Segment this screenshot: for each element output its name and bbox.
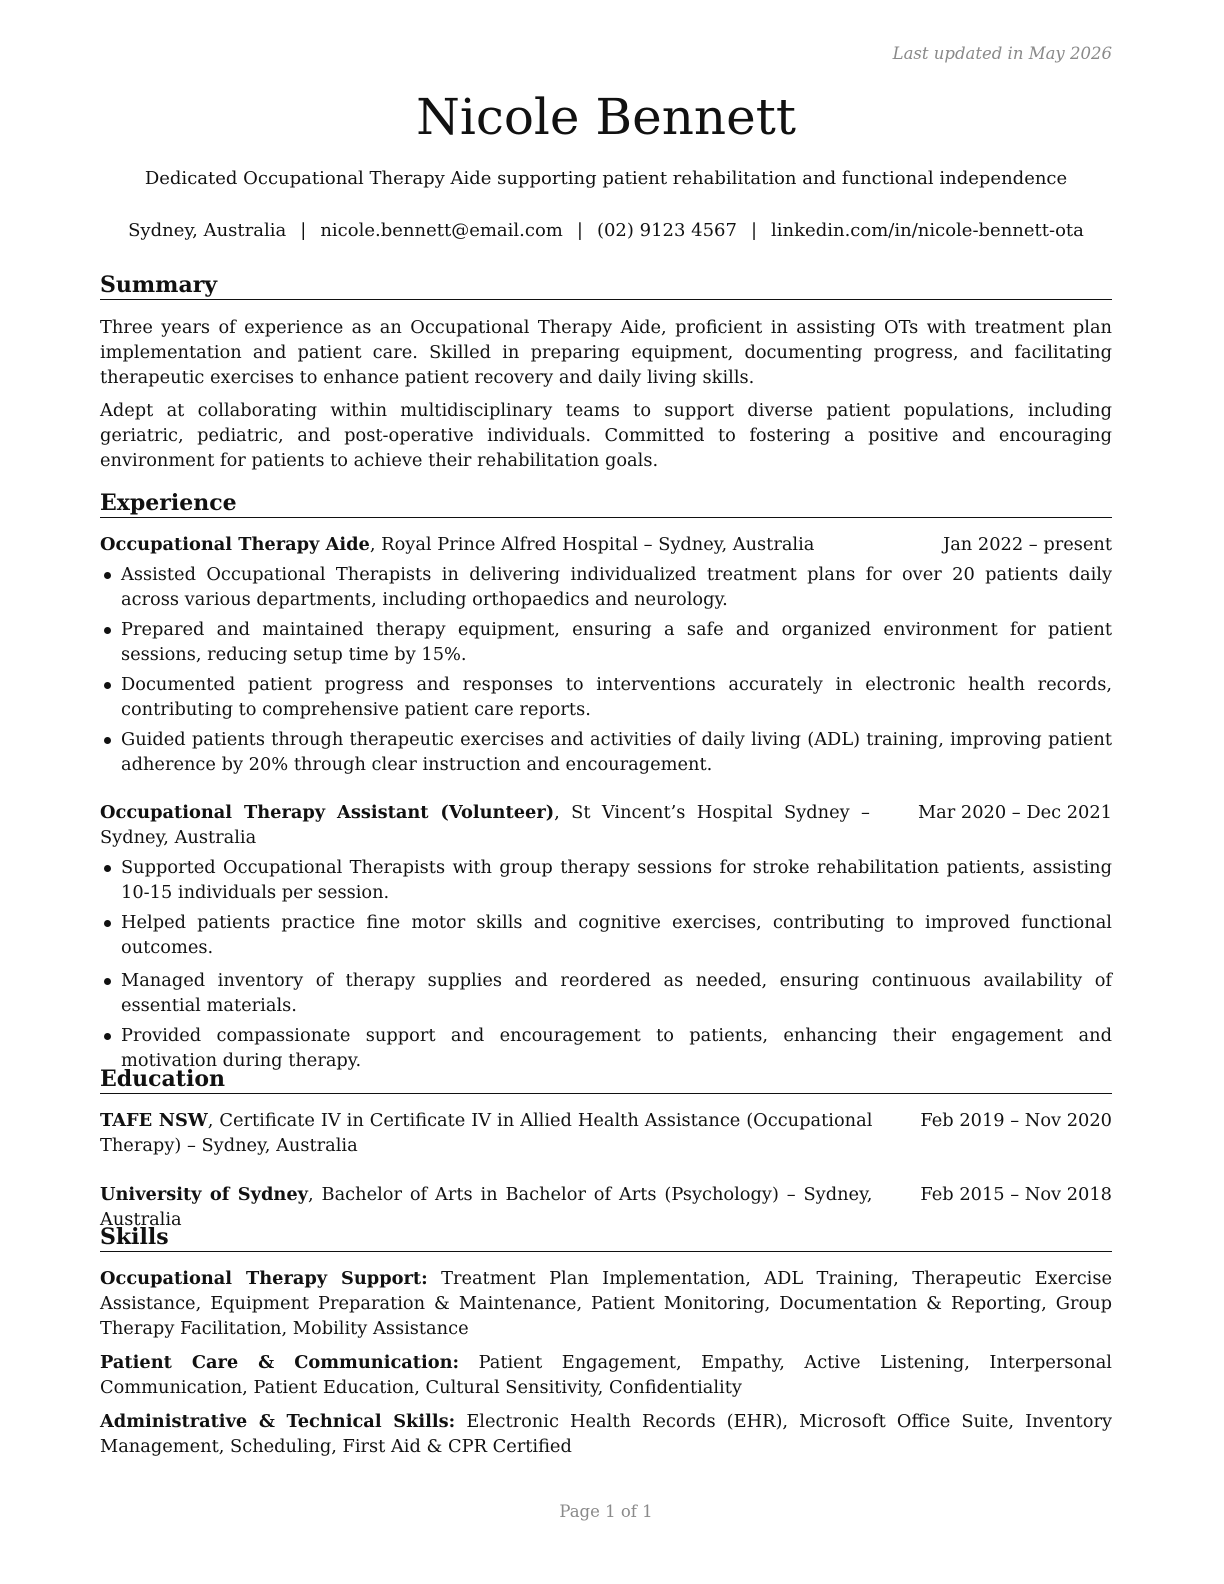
candidate-name: Nicole Bennett xyxy=(416,88,796,146)
job-bullets xyxy=(100,855,1112,1073)
skill-group-items: Electronic Health Records (EHR), Microsoft Office Suite, Inventory Management, Scheduling, First Aid & CPR Certified xyxy=(100,1411,1112,1457)
bullet-item: Helped patients practice fine motor skills and cognitive exercises, contributing to improved functional outcomes. xyxy=(100,910,1112,960)
education-title-line xyxy=(100,1108,872,1158)
summary-section xyxy=(100,271,1112,473)
bullet-item: Assisted Occupational Therapists in delivering individualized treatment plans for over 20 patients daily across various departments, including orthopaedics and neurology. xyxy=(100,562,1112,612)
skill-group-items: Patient Engagement, Empathy, Active Listening, Interpersonal Communication, Patient Education, Cultural Sensitivity, Confidentiality xyxy=(100,1352,1112,1398)
section-heading-experience: Experience xyxy=(100,489,1112,518)
bullet-item: Supported Occupational Therapists with group therapy sessions for stroke rehabilitation patients, assisting 10-15 individuals per session. xyxy=(100,855,1112,905)
bullet-item: Guided patients through therapeutic exercises and activities of daily living (ADL) training, improving patient adherence by 20% through clear instruction and encouragement. xyxy=(100,727,1112,777)
skill-group-label: Administrative & Technical Skills: xyxy=(100,1411,456,1432)
job-title-line xyxy=(100,800,870,850)
page-number: Page 1 of 1 xyxy=(559,1502,653,1521)
contact-line xyxy=(100,219,1112,243)
job-dates: Mar 2020 – Dec 2021 xyxy=(917,802,1112,823)
job-entry xyxy=(100,532,1112,777)
contact-phone: (02) 9123 4567 xyxy=(596,220,737,241)
education-section xyxy=(100,1065,1112,1232)
experience-section xyxy=(100,489,1112,1073)
summary-paragraph: Three years of experience as an Occupational Therapy Aide, proficient in assisting OTs with treatment plan implementation and patient care. Skilled in preparing equipment, documenting progress, and facilitating therapeutic exercises to enhance patient recovery and daily living skills. xyxy=(100,317,1112,388)
section-heading-education: Education xyxy=(100,1065,1112,1094)
skills-section xyxy=(100,1223,1112,1459)
education-dates: Feb 2019 – Nov 2020 xyxy=(920,1110,1112,1131)
contact-separator: | xyxy=(300,220,307,241)
job-title-line xyxy=(100,532,895,557)
tagline: Dedicated Occupational Therapy Aide supporting patient rehabilitation and functional independence xyxy=(144,168,1068,189)
skill-group-items: Treatment Plan Implementation, ADL Training, Therapeutic Exercise Assistance, Equipment Preparation & Maintenance, Patient Monitoring, Documentation & Reporting, Group Therapy Facilitation, Mobility Assistance xyxy=(100,1268,1112,1339)
section-heading-summary: Summary xyxy=(100,271,1112,300)
bullet-item: Prepared and maintained therapy equipment, ensuring a safe and organized environment for patient sessions, reducing setup time by 15%. xyxy=(100,617,1112,667)
job-header xyxy=(100,800,1112,850)
contact-email[interactable]: nicole.bennett@email.com xyxy=(320,220,563,241)
job-bullets xyxy=(100,562,1112,777)
job-title: Occupational Therapy Assistant (Volunteer) xyxy=(100,802,555,823)
skill-group-label: Patient Care & Communication: xyxy=(100,1352,460,1373)
skill-group xyxy=(100,1409,1112,1459)
contact-linkedin[interactable]: linkedin.com/in/nicole-bennett-ota xyxy=(771,220,1084,241)
resume-page xyxy=(100,0,1112,1584)
summary-paragraph: Adept at collaborating within multidisciplinary teams to support diverse patient populations, including geriatric, pediatric, and post-operative individuals. Committed to fostering a positive and encouraging environment for patients to achieve their rehabilitation goals. xyxy=(100,400,1112,471)
education-dates: Feb 2015 – Nov 2018 xyxy=(920,1184,1112,1205)
education-school: TAFE NSW xyxy=(100,1110,208,1131)
skill-group xyxy=(100,1350,1112,1400)
bullet-item: Documented patient progress and responses to interventions accurately in electronic health records, contributing to comprehensive patient care reports. xyxy=(100,672,1112,722)
skill-group-label: Occupational Therapy Support: xyxy=(100,1268,428,1289)
bullet-item: Provided compassionate support and encouragement to patients, enhancing their engagement and motivation during therapy. xyxy=(100,1023,1112,1073)
skill-group xyxy=(100,1266,1112,1341)
bullet-item: Managed inventory of therapy supplies and reordered as needed, ensuring continuous availability of essential materials. xyxy=(100,968,1112,1018)
job-dates: Jan 2022 – present xyxy=(943,534,1112,555)
contact-separator: | xyxy=(750,220,758,241)
job-header xyxy=(100,532,1112,557)
contact-separator: | xyxy=(576,220,583,241)
education-entry xyxy=(100,1108,1112,1158)
contact-location: Sydney, Australia xyxy=(128,220,287,241)
education-detail: , Bachelor of Arts in Bachelor of Arts (Psychology) – Sydney, Australia xyxy=(100,1184,873,1230)
education-detail: , Certificate IV in Certificate IV in Allied Health Assistance (Occupational Therapy) – Sydney, Australia xyxy=(100,1110,873,1156)
job-employer: , St Vincent’s Hospital Sydney – Sydney, Australia xyxy=(100,802,870,848)
education-school: University of Sydney xyxy=(100,1184,308,1205)
job-entry xyxy=(100,800,1112,1073)
job-employer: , Royal Prince Alfred Hospital – Sydney, Australia xyxy=(369,534,815,555)
job-title: Occupational Therapy Aide xyxy=(100,534,370,555)
section-heading-skills: Skills xyxy=(100,1223,1112,1252)
last-updated-note: Last updated in May 2026 xyxy=(892,44,1112,63)
